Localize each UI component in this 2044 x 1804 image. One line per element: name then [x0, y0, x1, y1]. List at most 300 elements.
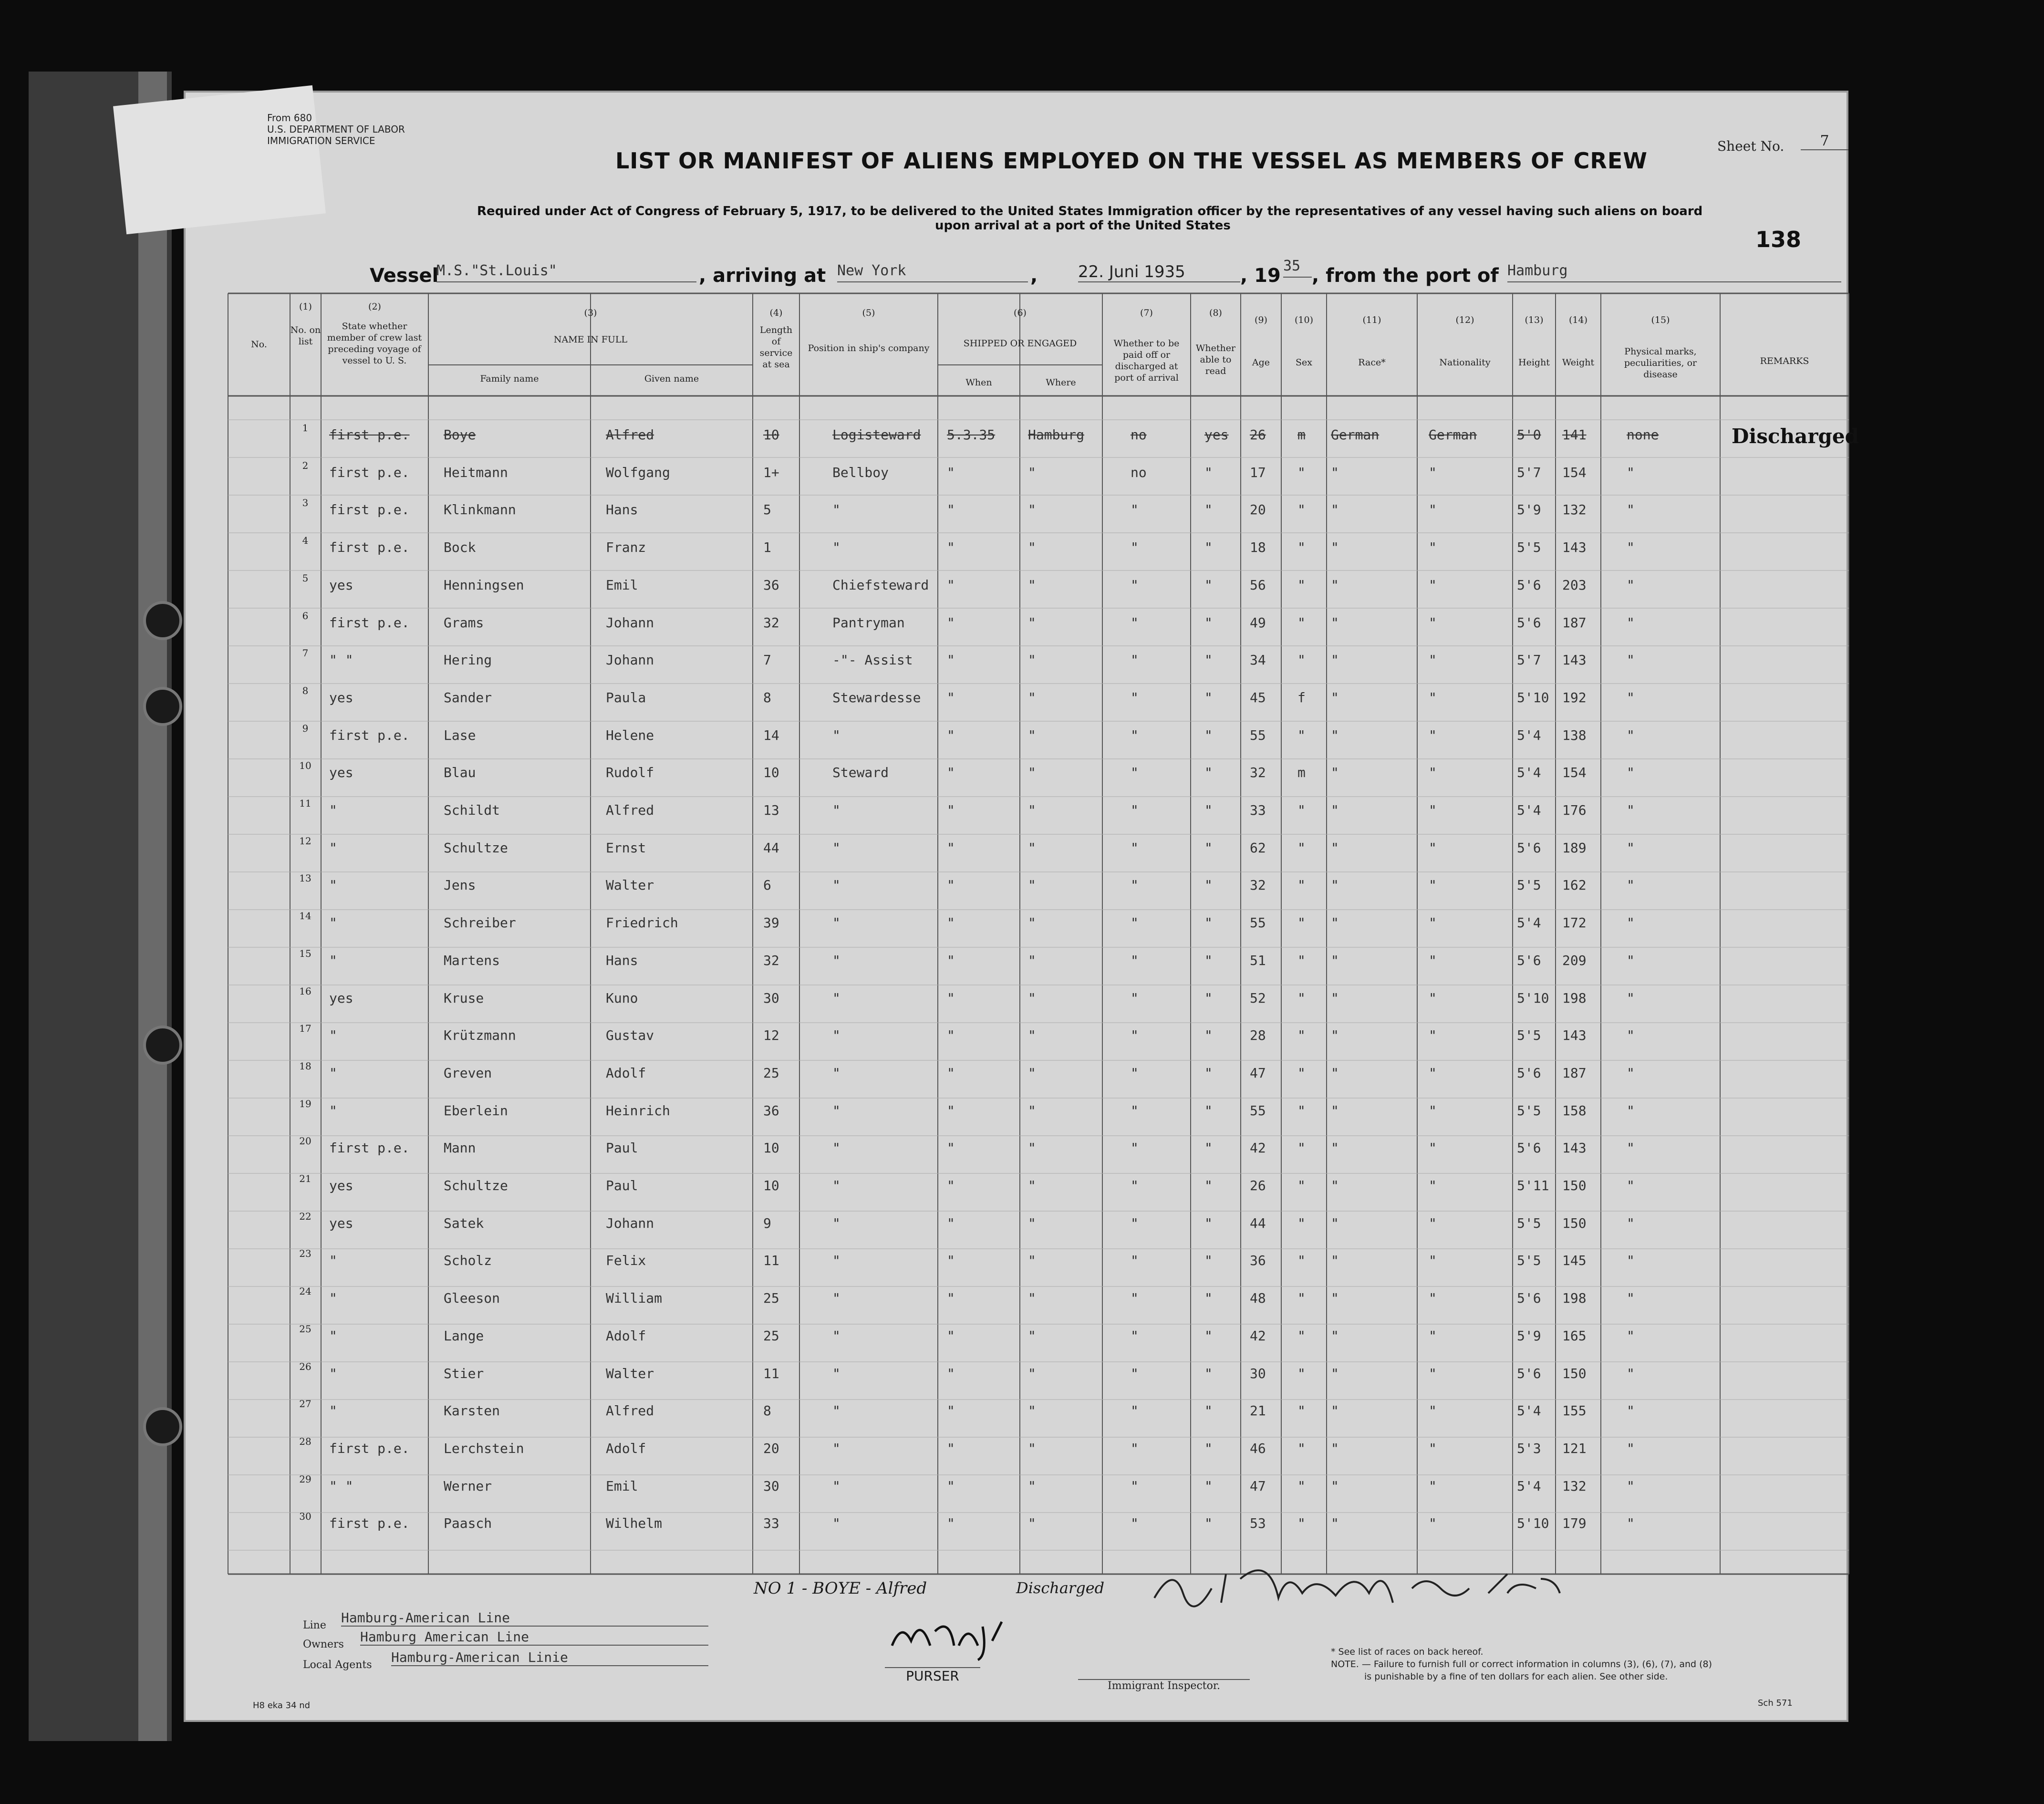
cell-read: " — [1204, 990, 1213, 1006]
cell-sex: " — [1297, 727, 1306, 743]
cell-service: 8 — [763, 1403, 771, 1419]
footnote-penalty-cont: is punishable by a fine of ten dollars for each alien. See other side. — [1364, 1671, 1668, 1682]
cell-paid: " — [1131, 802, 1139, 818]
cell-sex: " — [1297, 1102, 1306, 1119]
cell-given: Johann — [606, 1215, 654, 1231]
cell-position: " — [832, 539, 840, 556]
cell-paid: " — [1131, 1253, 1139, 1269]
cell-given: Paula — [606, 689, 646, 705]
line-label: Line — [303, 1619, 326, 1631]
header-weight: Weight — [1562, 357, 1595, 368]
cell-position: " — [832, 1027, 840, 1044]
cell-given: Paul — [606, 1178, 638, 1193]
cell-family: Lange — [444, 1327, 484, 1344]
cell-weight: 150 — [1562, 1178, 1587, 1193]
cell-race: " — [1331, 765, 1339, 781]
cell-position: " — [832, 952, 840, 968]
cell-service: 32 — [763, 614, 779, 631]
cell-weight: 132 — [1562, 1478, 1587, 1494]
cell-given: Walter — [606, 877, 654, 893]
cell-race: " — [1331, 1290, 1339, 1306]
column-number: (5) — [862, 308, 875, 318]
purser-signature — [882, 1612, 1026, 1665]
cell-family: Lerchstein — [444, 1440, 524, 1456]
cell-height: 5'6 — [1517, 1140, 1541, 1156]
cell-marks: " — [1627, 539, 1635, 556]
cell-height: 5'6 — [1517, 840, 1541, 856]
cell-marks: " — [1627, 614, 1635, 631]
column-number: (4) — [769, 308, 783, 318]
cell-given: Alfred — [606, 1403, 654, 1419]
from-port-label: , from the port of — [1312, 265, 1499, 287]
cell-sex: " — [1297, 1365, 1306, 1381]
cell-where: " — [1028, 1327, 1036, 1344]
cell-age: 33 — [1250, 802, 1266, 818]
cell-nat: " — [1429, 464, 1437, 480]
cell-paid: " — [1131, 614, 1139, 631]
local-agents-label: Local Agents — [303, 1659, 372, 1671]
row-number: 26 — [299, 1360, 311, 1372]
cell-marks: " — [1627, 1290, 1635, 1306]
cell-family: Greven — [444, 1065, 492, 1081]
cell-family: Kruse — [444, 990, 484, 1006]
cell-sex: m — [1297, 427, 1306, 443]
cell-given: Friedrich — [606, 915, 678, 931]
cell-age: 18 — [1250, 539, 1266, 556]
cell-race: " — [1331, 802, 1339, 818]
owners-value: Hamburg American Line — [360, 1629, 708, 1646]
cell-family: Jens — [444, 877, 476, 893]
cell-height: 5'4 — [1517, 765, 1541, 781]
cell-where: " — [1028, 614, 1036, 631]
cell-height: 5'9 — [1517, 502, 1541, 518]
cell-read: " — [1204, 1365, 1213, 1381]
row-number: 15 — [299, 947, 311, 959]
cell-where: " — [1028, 1215, 1036, 1231]
header-age: Age — [1252, 357, 1270, 368]
cell-read: " — [1204, 952, 1213, 968]
cell-paid: " — [1131, 1365, 1139, 1381]
cell-when: " — [947, 1102, 955, 1119]
cell-marks: " — [1627, 689, 1635, 705]
cell-position: Steward — [832, 765, 889, 781]
cell-weight: 158 — [1562, 1102, 1587, 1119]
cell-read: yes — [1204, 427, 1229, 443]
cell-position: " — [832, 915, 840, 931]
cell-age: 47 — [1250, 1478, 1266, 1494]
cell-weight: 187 — [1562, 614, 1587, 631]
sheet-number-label: Sheet No. — [1717, 138, 1785, 154]
cell-where: " — [1028, 1140, 1036, 1156]
cell-service: 44 — [763, 840, 779, 856]
cell-read: " — [1204, 802, 1213, 818]
cell-read: " — [1204, 1065, 1213, 1081]
column-number: (14) — [1568, 315, 1587, 325]
cell-when: " — [947, 1178, 955, 1193]
cell-given: Felix — [606, 1253, 646, 1269]
cell-service: 11 — [763, 1253, 779, 1269]
cell-read: " — [1204, 727, 1213, 743]
column-number: (15) — [1651, 315, 1670, 325]
cell-family: Grams — [444, 614, 484, 631]
cell-paid: " — [1131, 990, 1139, 1006]
cell-sex: f — [1297, 689, 1306, 705]
column-number: (1) — [299, 301, 312, 312]
cell-age: 21 — [1250, 1403, 1266, 1419]
cell-marks: " — [1627, 464, 1635, 480]
cell-family: Schultze — [444, 1178, 508, 1193]
column-number: (13) — [1525, 315, 1544, 325]
header-physical-marks: Physical marks, peculiarities, or disease — [1624, 346, 1697, 380]
cell-family: Gleeson — [444, 1290, 500, 1306]
header-nationality: Nationality — [1439, 357, 1491, 368]
cell-service: 5 — [763, 502, 771, 518]
cell-given: Wolfgang — [606, 464, 670, 480]
cell-read: " — [1204, 614, 1213, 631]
cell-given: Gustav — [606, 1027, 654, 1044]
cell-where: " — [1028, 1102, 1036, 1119]
row-number: 14 — [299, 910, 311, 922]
cell-paid: " — [1131, 915, 1139, 931]
cell-service: 6 — [763, 877, 771, 893]
cell-sex: " — [1297, 1290, 1306, 1306]
cell-when: " — [947, 1065, 955, 1081]
cell-race: " — [1331, 990, 1339, 1006]
cell-state: " — [329, 915, 337, 931]
cell-marks: " — [1627, 1478, 1635, 1494]
cell-paid: " — [1131, 1440, 1139, 1456]
cell-read: " — [1204, 652, 1213, 668]
cell-weight: 192 — [1562, 689, 1587, 705]
cell-service: 10 — [763, 1140, 779, 1156]
cell-marks: " — [1627, 915, 1635, 931]
cell-state: yes — [329, 990, 353, 1006]
cell-race: " — [1331, 1327, 1339, 1344]
document-title: LIST OR MANIFEST OF ALIENS EMPLOYED ON THE VESSEL AS MEMBERS OF CREW — [615, 148, 1648, 174]
cell-weight: 143 — [1562, 652, 1587, 668]
cell-service: 11 — [763, 1365, 779, 1381]
cell-when: " — [947, 765, 955, 781]
cell-when: " — [947, 1515, 955, 1532]
cell-marks: " — [1627, 952, 1635, 968]
cell-state: " — [329, 1365, 337, 1381]
column-number: (10) — [1294, 315, 1313, 325]
cell-state: " — [329, 1403, 337, 1419]
cell-weight: 198 — [1562, 990, 1587, 1006]
cell-state: first p.e. — [329, 502, 410, 518]
cell-position: " — [832, 1140, 840, 1156]
cell-family: Hering — [444, 652, 492, 668]
cell-state: yes — [329, 577, 353, 593]
cell-family: Mann — [444, 1140, 476, 1156]
cell-where: " — [1028, 727, 1036, 743]
cell-service: 30 — [763, 990, 779, 1006]
cell-read: " — [1204, 1440, 1213, 1456]
cell-nat: " — [1429, 1140, 1437, 1156]
cell-given: Paul — [606, 1140, 638, 1156]
cell-when: " — [947, 1253, 955, 1269]
cell-sex: " — [1297, 1178, 1306, 1193]
cell-where: " — [1028, 915, 1036, 931]
cell-nat: " — [1429, 502, 1437, 518]
cell-where: " — [1028, 539, 1036, 556]
cell-service: 13 — [763, 802, 779, 818]
stub-line: From 680 — [267, 112, 312, 124]
purser-label: PURSER — [885, 1667, 980, 1684]
cell-weight: 165 — [1562, 1327, 1587, 1344]
row-number: 12 — [299, 835, 311, 847]
cell-height: 5'4 — [1517, 1403, 1541, 1419]
cell-state: yes — [329, 689, 353, 705]
cell-when: 5.3.35 — [947, 427, 996, 443]
cell-service: 7 — [763, 652, 771, 668]
cell-where: " — [1028, 502, 1036, 518]
row-number: 11 — [299, 798, 311, 809]
cell-read: " — [1204, 1290, 1213, 1306]
cell-where: " — [1028, 1440, 1036, 1456]
header-no: No. — [251, 339, 267, 350]
cell-marks: none — [1627, 427, 1659, 443]
cell-height: 5'5 — [1517, 1027, 1541, 1044]
cell-when: " — [947, 1215, 955, 1231]
cell-race: " — [1331, 1065, 1339, 1081]
cell-state: " — [329, 840, 337, 856]
cell-where: " — [1028, 1178, 1036, 1193]
row-number: 24 — [299, 1286, 311, 1297]
row-number: 10 — [299, 760, 311, 772]
row-number: 1 — [302, 422, 309, 434]
cell-position: " — [832, 1478, 840, 1494]
cell-position: Chiefsteward — [832, 577, 929, 593]
cell-weight: 143 — [1562, 1027, 1587, 1044]
cell-where: " — [1028, 877, 1036, 893]
cell-given: Johann — [606, 652, 654, 668]
cell-marks: " — [1627, 877, 1635, 893]
cell-where: " — [1028, 1403, 1036, 1419]
header-sex: Sex — [1296, 357, 1312, 368]
cell-weight: 143 — [1562, 539, 1587, 556]
cell-read: " — [1204, 1515, 1213, 1532]
row-number: 4 — [302, 535, 309, 547]
cell-sex: " — [1297, 1478, 1306, 1494]
cell-state: first p.e. — [329, 1515, 410, 1532]
row-number: 13 — [299, 872, 311, 884]
stub-line: IMMIGRATION SERVICE — [267, 135, 375, 146]
cell-where: Hamburg — [1028, 427, 1085, 443]
cell-when: " — [947, 840, 955, 856]
cell-family: Krützmann — [444, 1027, 516, 1044]
cell-state: first p.e. — [329, 1140, 410, 1156]
cell-family: Henningsen — [444, 577, 524, 593]
cell-marks: " — [1627, 765, 1635, 781]
cell-service: 30 — [763, 1478, 779, 1494]
cell-marks: " — [1627, 1440, 1635, 1456]
cell-weight: 162 — [1562, 877, 1587, 893]
cell-position: -"- Assist — [832, 652, 913, 668]
cell-height: 5'6 — [1517, 614, 1541, 631]
cell-position: " — [832, 502, 840, 518]
row-number: 17 — [299, 1023, 311, 1035]
cell-family: Karsten — [444, 1403, 500, 1419]
cell-sex: m — [1297, 765, 1306, 781]
cell-state: " — [329, 1102, 337, 1119]
cell-paid: " — [1131, 1102, 1139, 1119]
cell-where: " — [1028, 1065, 1036, 1081]
cell-nat: " — [1429, 1327, 1437, 1344]
cell-age: 52 — [1250, 990, 1266, 1006]
cell-where: " — [1028, 840, 1036, 856]
cell-position: Bellboy — [832, 464, 889, 480]
cell-state: " — [329, 1027, 337, 1044]
cell-nat: " — [1429, 1065, 1437, 1081]
discharge-annotation: NO 1 - BOYE - Alfred — [754, 1579, 927, 1598]
cell-given: Emil — [606, 1478, 638, 1494]
cell-weight: 138 — [1562, 727, 1587, 743]
cell-race: " — [1331, 577, 1339, 593]
column-number: (3) — [584, 308, 597, 318]
cell-race: " — [1331, 1102, 1339, 1119]
discharge-annotation-status: Discharged — [1016, 1579, 1105, 1597]
cell-sex: " — [1297, 1140, 1306, 1156]
cell-paid: " — [1131, 689, 1139, 705]
cell-nat: German — [1429, 427, 1477, 443]
cell-given: Kuno — [606, 990, 638, 1006]
cell-weight: 141 — [1562, 427, 1587, 443]
cell-when: " — [947, 1440, 955, 1456]
cell-age: 42 — [1250, 1140, 1266, 1156]
cell-read: " — [1204, 1215, 1213, 1231]
cell-when: " — [947, 990, 955, 1006]
cell-position: " — [832, 1440, 840, 1456]
cell-race: " — [1331, 1178, 1339, 1193]
cell-height: 5'0 — [1517, 427, 1541, 443]
arrival-date-stamp: 22. Juni 1935 — [1078, 262, 1240, 282]
vessel-name: M.S."St.Louis" — [436, 262, 696, 282]
stamped-number: 138 — [1755, 227, 1802, 252]
cell-nat: " — [1429, 1478, 1437, 1494]
cell-race: " — [1331, 1515, 1339, 1532]
cell-nat: " — [1429, 952, 1437, 968]
cell-paid: " — [1131, 502, 1139, 518]
cell-family: Lase — [444, 727, 476, 743]
cell-weight: 176 — [1562, 802, 1587, 818]
cell-marks: " — [1627, 502, 1635, 518]
cell-service: 25 — [763, 1065, 779, 1081]
cell-when: " — [947, 1140, 955, 1156]
cell-age: 32 — [1250, 877, 1266, 893]
cell-given: Franz — [606, 539, 646, 556]
column-number: (9) — [1255, 315, 1267, 325]
header-family-name: Family name — [480, 373, 539, 384]
cell-service: 9 — [763, 1215, 771, 1231]
cell-family: Scholz — [444, 1253, 492, 1269]
cell-weight: 150 — [1562, 1365, 1587, 1381]
line-value: Hamburg-American Line — [341, 1610, 708, 1627]
cell-family: Boye — [444, 427, 476, 443]
cell-age: 45 — [1250, 689, 1266, 705]
cell-paid: " — [1131, 1215, 1139, 1231]
header-where: Where — [1046, 377, 1076, 388]
cell-position: " — [832, 1065, 840, 1081]
cell-nat: " — [1429, 1178, 1437, 1193]
cell-read: " — [1204, 765, 1213, 781]
cell-sex: " — [1297, 952, 1306, 968]
cell-paid: " — [1131, 840, 1139, 856]
cell-height: 5'9 — [1517, 1327, 1541, 1344]
cell-sex: " — [1297, 1027, 1306, 1044]
row-number: 5 — [302, 572, 309, 584]
cell-state: " " — [329, 652, 353, 668]
cell-nat: " — [1429, 840, 1437, 856]
departure-port: Hamburg — [1507, 262, 1841, 282]
cell-position: " — [832, 1365, 840, 1381]
cell-race: " — [1331, 464, 1339, 480]
cell-nat: " — [1429, 765, 1437, 781]
cell-nat: " — [1429, 1102, 1437, 1119]
cell-given: Rudolf — [606, 765, 654, 781]
cell-given: Helene — [606, 727, 654, 743]
cell-nat: " — [1429, 1215, 1437, 1231]
cell-read: " — [1204, 502, 1213, 518]
cell-race: " — [1331, 1403, 1339, 1419]
arriving-label: , arriving at — [699, 265, 826, 287]
cell-paid: " — [1131, 765, 1139, 781]
cell-age: 28 — [1250, 1027, 1266, 1044]
cell-given: Alfred — [606, 802, 654, 818]
cell-age: 26 — [1250, 1178, 1266, 1193]
row-number: 29 — [299, 1473, 311, 1485]
cell-service: 39 — [763, 915, 779, 931]
cell-when: " — [947, 1365, 955, 1381]
cell-read: " — [1204, 840, 1213, 856]
cell-when: " — [947, 577, 955, 593]
cell-race: " — [1331, 915, 1339, 931]
cell-marks: " — [1627, 652, 1635, 668]
cell-race: " — [1331, 952, 1339, 968]
cell-height: 5'10 — [1517, 1515, 1549, 1532]
cell-sex: " — [1297, 1403, 1306, 1419]
cell-state: yes — [329, 1178, 353, 1193]
cell-read: " — [1204, 1027, 1213, 1044]
cell-race: " — [1331, 1365, 1339, 1381]
cell-weight: 132 — [1562, 502, 1587, 518]
cell-position: " — [832, 877, 840, 893]
cell-paid: " — [1131, 1327, 1139, 1344]
cell-weight: 187 — [1562, 1065, 1587, 1081]
cell-given: Hans — [606, 502, 638, 518]
cell-marks: " — [1627, 1102, 1635, 1119]
cell-when: " — [947, 1478, 955, 1494]
cell-given: Alfred — [606, 427, 654, 443]
cell-sex: " — [1297, 1515, 1306, 1532]
cell-sex: " — [1297, 802, 1306, 818]
cell-height: 5'5 — [1517, 1253, 1541, 1269]
cell-family: Martens — [444, 952, 500, 968]
cell-family: Bock — [444, 539, 476, 556]
header-state-voyage: State whether member of crew last preceding voyage of vessel to U. S. — [327, 321, 422, 366]
column-number: (12) — [1455, 315, 1474, 325]
cell-state: " — [329, 877, 337, 893]
cell-service: 12 — [763, 1027, 779, 1044]
cell-position: " — [832, 1403, 840, 1419]
row-number: 9 — [302, 722, 309, 734]
cell-where: " — [1028, 652, 1036, 668]
cell-weight: 203 — [1562, 577, 1587, 593]
inspector-label: Immigrant Inspector. — [1078, 1679, 1250, 1692]
cell-paid: " — [1131, 727, 1139, 743]
cell-height: 5'4 — [1517, 1478, 1541, 1494]
row-number: 3 — [302, 497, 309, 509]
